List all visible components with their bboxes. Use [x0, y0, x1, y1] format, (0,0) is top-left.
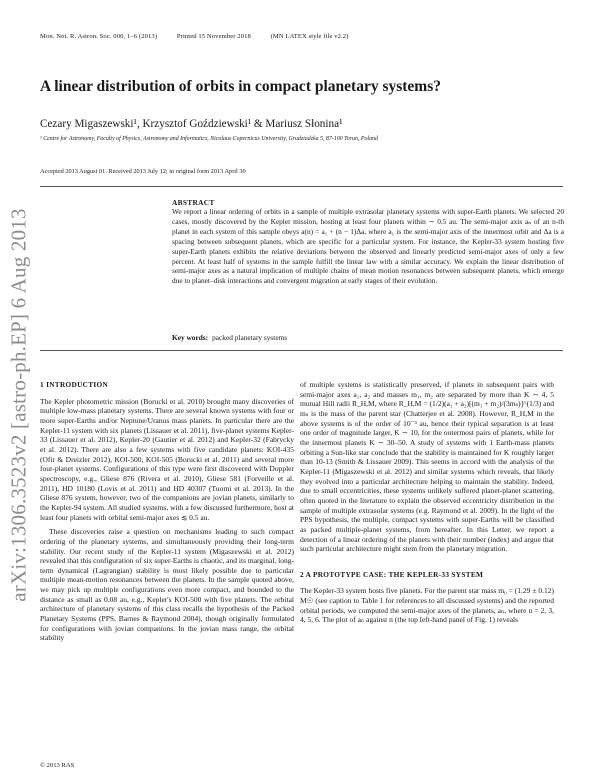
- abstract-body: We report a linear ordering of orbits in a sample of multiple extrasolar planetary systems with super-Earth planets. We selected 20 cases, mostly discovered by the Kepler mission, hosting at least four planets within ∼ 0.5 au. The semi-major axis aₙ of an n-th planet in each system of this sample obeys a(n) = a₁ + (n − 1)Δa, where a₁ is the semi-major axis of the innermost orbit and Δa is a spacing between subsequent planets, which are specific for a particular system. For instance, the Kepler-33 system hosting five super-Earth planets exhibits the relative deviations between the observed and linearly predicted semi-major axes of only a few percent. At least half of systems in the sample fulfill the linear law with a similar accuracy. We explain the linear distribution of semi-major axes as a natural implication of multiple chains of mean motion resonances between subsequent planets, which emerge due to planet–disk interactions and convergent migration at early stages of their evolution.: [172, 207, 564, 286]
- author-list: Cezary Migaszewski¹, Krzysztof Goździewski¹ & Mariusz Słonina¹: [40, 118, 343, 130]
- intro-paragraph-1: The Kepler photometric mission (Borucki et al. 2010) brought many discoveries of multiple low-mass planetary systems. There are several known systems with four or more super-Earths and/or Neptune/Uranus mass planets. In particular there are the Kepler-11 system with six planets (Lissauer et al. 2011), five-planet systems Kepler-33 (Lissauer et al. 2012), Kepler-20 (Gautier et al. 2012) and Kepler-32 (Fabrycky et al. 2012). There are also a few systems with five candidate planets: KOI-435 (Ofir & Dreizler 2012), KOI-500, KOI-505 (Borucki et al. 2011) and several more four-planet systems. Configurations of this type were first discovered with Doppler spectroscopy, e.g., Gliese 876 (Rivera et al. 2010), Gliese 581 (Forveille et al. 2011), HD 10180 (Lovis et al. 2011) and HD 40307 (Tuomi et al. 2013). In the Gliese 876 system, however, two of the companions are jovian planets, similarly to the Kepler-94 system. All studied systems, with a few discussed furthermore, host at least four planets with orbital semi-major axes ≲ 0.5 au.: [40, 396, 294, 522]
- running-header: [40, 33, 367, 40]
- printed-date: Printed 15 November 2018: [176, 33, 251, 40]
- keywords-label: Key words:: [172, 333, 209, 342]
- keywords-line: [172, 333, 287, 342]
- top-divider: [40, 186, 563, 187]
- kepler33-paragraph-1: The Kepler-33 system hosts five planets. For the parent star mass m₀ = (1.29 ± 0.12) M☉ (see caption to Table 1 for references to all discussed systems) and the reported orbital periods, we computed the semi-major axes of the planets, aₙ, where n = 2, 3, 4, 5, 6. The plot of aₙ against n (the top left-hand panel of Fig. 1) reveals: [300, 586, 554, 625]
- copyright-footer: © 2013 RAS: [40, 762, 75, 769]
- section-heading-kepler33: 2 A PROTOTYPE CASE: THE KEPLER-33 SYSTEM: [300, 569, 484, 579]
- intro-paragraph-2: These discoveries raise a question on mechanisms leading to such compact ordering of the planetary systems, and simultaneously providing their long-term stability. Our recent study of the Kepler-11 system (Migaszewski et al. 2012) revealed that this configuration of six super-Earths is chaotic, and its marginal, long-term dynamical (Lagrangian) stability is most likely possible due to particular multiple mean-motion resonances between the planets. In the sample quoted above, we may pick up multiple configurations even more compact, and bounded to the distance as small as 0.08 au, e.g., Kepler's KOI-500 with five planets. The orbital architecture of planetary systems of this class recalls the hypothesis of the Packed Planetary Systems (PPS, Barnes & Raymond 2004), though originally formulated for configurations with jovian companions. In the jovian mass range, the orbital stability: [40, 527, 294, 643]
- abstract-heading: ABSTRACT: [172, 198, 215, 207]
- paper-title: A linear distribution of orbits in compact planetary systems?: [40, 78, 441, 95]
- abstract-divider: [40, 350, 563, 351]
- style-file: (MN LATEX style file v2.2): [270, 33, 349, 40]
- journal-citation: Mon. Not. R. Astron. Soc. 000, 1–6 (2013): [40, 33, 158, 40]
- section-heading-introduction: 1 INTRODUCTION: [40, 380, 109, 389]
- right-column: [300, 380, 554, 625]
- arxiv-stamp: [3, 190, 35, 620]
- submission-dates: Accepted 2013 August 01. Received 2013 July 12; in original form 2013 April 30: [40, 168, 246, 175]
- arxiv-identifier: arXiv:1306.3523v2 [astro-ph.EP] 6 Aug 2013: [6, 208, 31, 602]
- keywords-text: packed planetary systems: [212, 333, 288, 342]
- affiliation: ¹ Centre for Astronomy, Faculty of Physics, Astronomy and Informatics, Nicolaus Copernicus University, Grudziadzka 5, 87-100 Torun, Poland: [40, 136, 378, 142]
- left-column: [40, 380, 294, 643]
- intro-paragraph-3: of multiple systems is statistically preserved, if planets in subsequent pairs with semi-major axes a₁, a₂ and masses m₁, m₂ are separated by more than K ∼ 4, 5 mutual Hill radii R_H,M, where R_H,M = (1/2)(a₁ + a₂)[(m₁ + m₂)/(3mₛ)]^(1/3) and mₛ is the mass of the parent star (Chatterjee et al. 2008). However, R_H,M in the above systems is of the order of 10⁻³ au, hence their typical separation is at least one order of magnitude larger, K ∼ 10, for the outermost pairs of planets, while for the innermost planets K ∼ 30–50. A study of systems with 1 Earth-mass planets orbiting a Sun-like star conclude that the stability is maintained for K roughly larger than 10-13 (Smith & Lissauer 2009). This seems in accord with the analysis of the Kepler-11 (Migaszewski et al. 2012) and similar systems which reveals, that likely they evolved into a particular architecture helping to maintain the stability. Indeed, due to small eccentricities, these systems unlikely suffered planet-planet scattering, often quoted in the literature to explain the observed eccentricity distribution in the sample of multiple extrasolar systems (e.g. Raymond et al. 2009). In the light of the PPS hypothesis, the multiple, compact systems with super-Earths will be classified as packed multiple-planet systems, from hereafter. In this Letter, we report a detection of a linear ordering of the planets with their number (index) and argue that such particular architecture might stem from the planetary migration.: [300, 380, 554, 554]
